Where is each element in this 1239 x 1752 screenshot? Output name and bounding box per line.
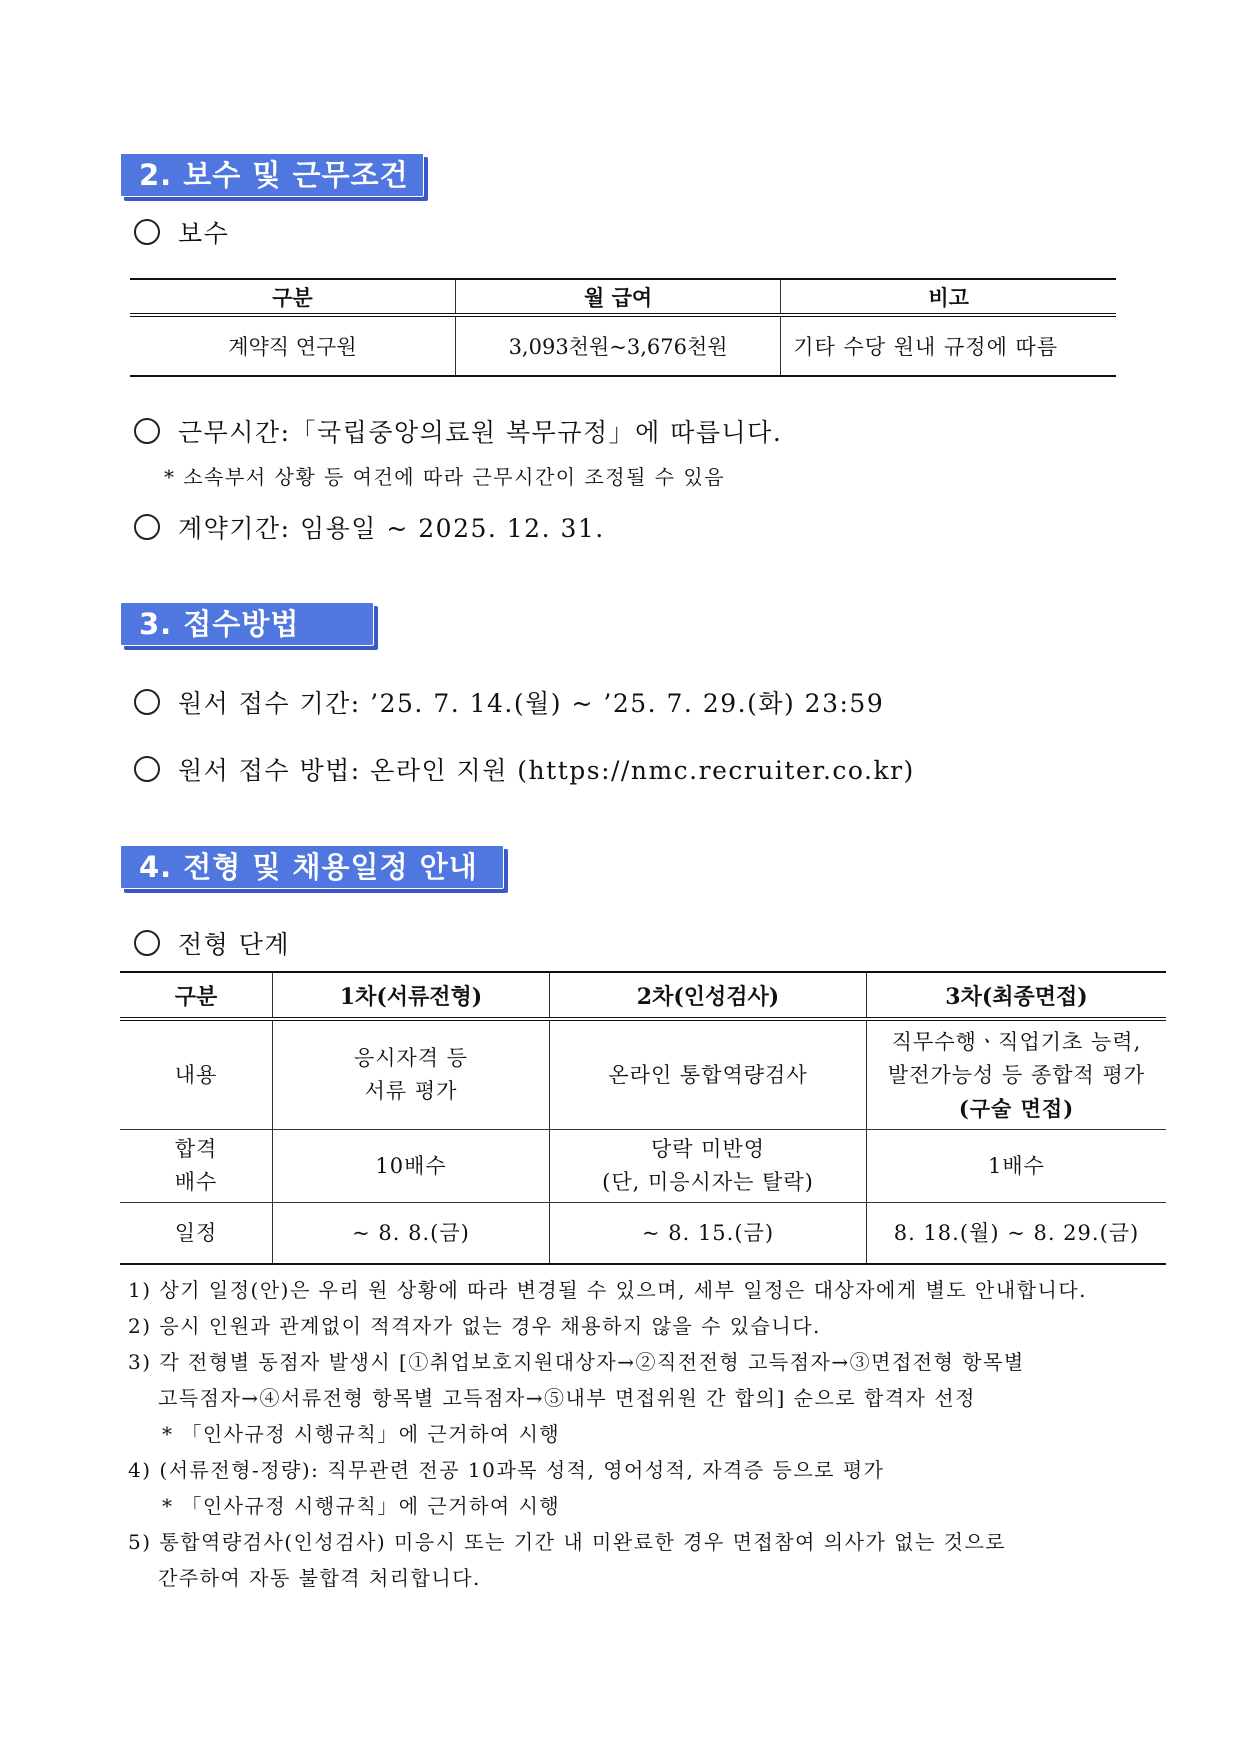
content-cell-3 xyxy=(867,1019,1167,1130)
section-3-title: 3. 접수방법 xyxy=(120,602,374,646)
circle-bullet-icon xyxy=(134,418,160,444)
circle-bullet-icon xyxy=(134,514,160,540)
schedule-row xyxy=(120,1203,1166,1265)
contract-period: 계약기간: 임용일 ~ 2025. 12. 31. xyxy=(134,509,605,545)
application-method: 원서 접수 방법: 온라인 지원 (https://nmc.recruiter.co.kr) xyxy=(134,751,915,787)
cell-line: 직무수행ㆍ직업기초 능력, xyxy=(891,1029,1142,1054)
note-1: 1) 상기 일정(안)은 우리 원 상황에 따라 변경될 수 있으며, 세부 일정은 대상자에게 별도 안내합니다. xyxy=(128,1278,1088,1302)
note-5: 5) 통합역량검사(인성검사) 미응시 또는 기간 내 미완료한 경우 면접참여 의사가 없는 것으로 xyxy=(128,1530,1007,1554)
pay-cell-remark: 기타 수당 원내 규정에 따름 xyxy=(781,315,1116,376)
note-4-star: * 「인사규정 시행규칙」에 근거하여 시행 xyxy=(162,1494,561,1518)
application-period: 원서 접수 기간: ’25. 7. 14.(월) ~ ’25. 7. 29.(화) 23:59 xyxy=(134,684,884,720)
schedule-table xyxy=(120,971,1166,1265)
cell-line: (구술 면접) xyxy=(958,1095,1075,1121)
cell-line: 응시자격 등 xyxy=(353,1046,469,1070)
circle-bullet-icon xyxy=(134,689,160,715)
pay-col-header: 월 급여 xyxy=(455,279,780,315)
schedule-cell-2: ~ 8. 15.(금) xyxy=(550,1203,867,1265)
pay-cell-salary: 3,093천원~3,676천원 xyxy=(455,315,780,376)
row-label: 일정 xyxy=(120,1203,273,1265)
multiple-cell-2 xyxy=(550,1130,867,1203)
content-row xyxy=(120,1019,1166,1130)
work-hours: 근무시간:「국립중앙의료원 복무규정」에 따릅니다. xyxy=(134,413,782,449)
section-2-title: 2. 보수 및 근무조건 xyxy=(120,153,424,197)
cell-line: 합격 xyxy=(174,1137,218,1161)
section-2-header xyxy=(120,153,424,197)
row-label: 내용 xyxy=(120,1019,273,1130)
note-5-cont: 간주하여 자동 불합격 처리합니다. xyxy=(158,1566,481,1590)
note-4: 4) (서류전형-정량): 직무관련 전공 10과목 성적, 영어성적, 자격증 등으로 평가 xyxy=(128,1458,885,1482)
content-cell-2: 온라인 통합역량검사 xyxy=(550,1019,867,1130)
pay-col-header: 비고 xyxy=(781,279,1116,315)
schedule-notes xyxy=(128,1272,1178,1596)
section-3-header xyxy=(120,602,374,646)
multiple-row xyxy=(120,1130,1166,1203)
pay-col-header: 구분 xyxy=(130,279,455,315)
cell-line: 배수 xyxy=(174,1170,218,1194)
schedule-col-header: 구분 xyxy=(120,972,273,1019)
multiple-cell-1: 10배수 xyxy=(273,1130,550,1203)
cell-line: (단, 미응시자는 탈락) xyxy=(602,1170,814,1194)
content-cell-1 xyxy=(273,1019,550,1130)
multiple-cell-3: 1배수 xyxy=(867,1130,1167,1203)
cell-line: 당락 미반영 xyxy=(650,1137,766,1161)
note-3: 3) 각 전형별 동점자 발생시 [①취업보호지원대상자→②직전전형 고득점자→③면접전형 항목별 xyxy=(128,1350,1025,1374)
pay-cell-position: 계약직 연구원 xyxy=(130,315,455,376)
note-3-star: * 「인사규정 시행규칙」에 근거하여 시행 xyxy=(162,1422,561,1446)
circle-bullet-icon xyxy=(134,756,160,782)
cell-line: 발전가능성 등 종합적 평가 xyxy=(887,1062,1146,1087)
work-hours-note: * 소속부서 상황 등 여건에 따라 근무시간이 조정될 수 있음 xyxy=(164,465,726,489)
section-4-header xyxy=(120,845,504,889)
circle-bullet-icon xyxy=(134,930,160,956)
schedule-cell-1: ~ 8. 8.(금) xyxy=(273,1203,550,1265)
note-3-cont: 고득점자→④서류전형 항목별 고득점자→⑤내부 면접위원 간 합의] 순으로 합격자 선정 xyxy=(158,1386,976,1410)
cell-line: 서류 평가 xyxy=(364,1079,458,1103)
section-4-title: 4. 전형 및 채용일정 안내 xyxy=(120,845,504,889)
schedule-col-header: 2차(인성검사) xyxy=(550,972,867,1019)
pay-heading: 보수 xyxy=(134,214,229,250)
schedule-col-header: 3차(최종면접) xyxy=(867,972,1167,1019)
schedule-col-header: 1차(서류전형) xyxy=(273,972,550,1019)
stage-heading: 전형 단계 xyxy=(134,925,290,961)
row-label xyxy=(120,1130,273,1203)
circle-bullet-icon xyxy=(134,219,160,245)
note-2: 2) 응시 인원과 관계없이 적격자가 없는 경우 채용하지 않을 수 있습니다. xyxy=(128,1314,821,1338)
pay-table xyxy=(130,278,1116,377)
schedule-cell-3: 8. 18.(월) ~ 8. 29.(금) xyxy=(867,1203,1167,1265)
